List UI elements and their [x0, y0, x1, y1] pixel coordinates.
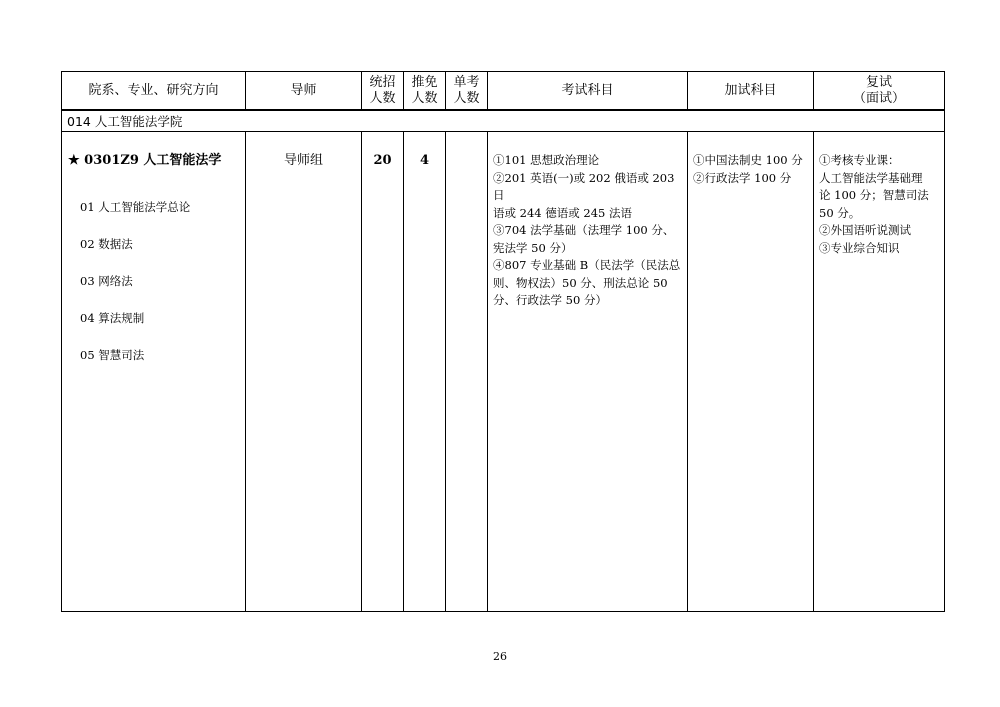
major-cell [62, 132, 246, 612]
exempt-count-cell [404, 132, 446, 612]
exam-subject-line: 语或 244 德语或 245 法语 [493, 205, 633, 220]
header-dept-major: 院系、专业、研究方向 [62, 72, 246, 111]
header-separate [446, 72, 488, 111]
retest-line: ①考核专业课： [819, 153, 900, 167]
exam-subject-line: ①101 思想政治理论 [493, 153, 600, 167]
retest-line: ②外国语听说测试 [819, 223, 911, 237]
unified-count-cell [362, 132, 404, 612]
direction-item: 02 数据法 [80, 237, 133, 251]
header-advisor: 导师 [246, 72, 362, 111]
header-row [62, 72, 945, 111]
direction-item: 04 算法规制 [80, 311, 145, 325]
header-extra-subjects: 加试科目 [688, 72, 814, 111]
extra-subjects-cell [688, 132, 814, 612]
exam-subject-line: 分、行政法学 50 分） [493, 293, 607, 307]
exam-subject-line: ②201 英语(一)或 202 俄语或 203 日 [493, 170, 675, 202]
header-retest-line1: 复试 [865, 74, 892, 90]
extra-subject-line: ①中国法制史 100 分 [693, 153, 803, 167]
header-unified-line1: 统招 [369, 74, 396, 90]
advisor-value: 导师组 [283, 153, 323, 168]
header-retest [814, 72, 945, 111]
header-separate-line2: 人数 [453, 90, 480, 106]
exam-subject-line: ③704 法学基础（法理学 100 分、 [493, 223, 675, 237]
major-title: ★ 0301Z9 人工智能法学 [68, 153, 222, 168]
department-row [62, 110, 945, 132]
exempt-count: 4 [419, 153, 430, 168]
admissions-table [61, 71, 945, 612]
page-number: 26 [493, 650, 507, 663]
exam-subject-line: 宪法学 50 分） [493, 240, 573, 255]
exam-subject-line: 则、物权法）50 分、刑法总论 50 [493, 275, 668, 290]
retest-line: 论 100 分；智慧司法 [819, 188, 929, 202]
retest-line: 50 分。 [819, 205, 861, 220]
separate-count-cell [446, 132, 488, 612]
header-unified-line2: 人数 [369, 90, 396, 106]
header-separate-line1: 单考 [453, 74, 480, 90]
extra-subject-line: ②行政法学 100 分 [693, 170, 792, 185]
direction-item: 03 网络法 [80, 274, 133, 288]
exam-subject-line: ④807 专业基础 B（民法学（民法总 [493, 258, 681, 272]
direction-item: 01 人工智能法学总论 [80, 200, 191, 214]
header-retest-line2: （面试） [852, 90, 905, 106]
retest-cell [814, 132, 945, 612]
exam-subjects-cell [488, 132, 688, 612]
department-name: 014 人工智能法学院 [62, 110, 945, 132]
direction-item: 05 智慧司法 [80, 348, 145, 362]
retest-line: 人工智能法学基础理 [819, 170, 923, 185]
advisor-cell [246, 132, 362, 612]
major-row [62, 132, 945, 612]
header-exam-subjects: 考试科目 [488, 72, 688, 111]
header-exempt-line2: 人数 [411, 90, 438, 106]
unified-count: 20 [373, 153, 392, 168]
header-exempt-line1: 推免 [411, 74, 438, 90]
retest-line: ③专业综合知识 [819, 240, 900, 255]
header-unified [362, 72, 404, 111]
header-exempt [404, 72, 446, 111]
